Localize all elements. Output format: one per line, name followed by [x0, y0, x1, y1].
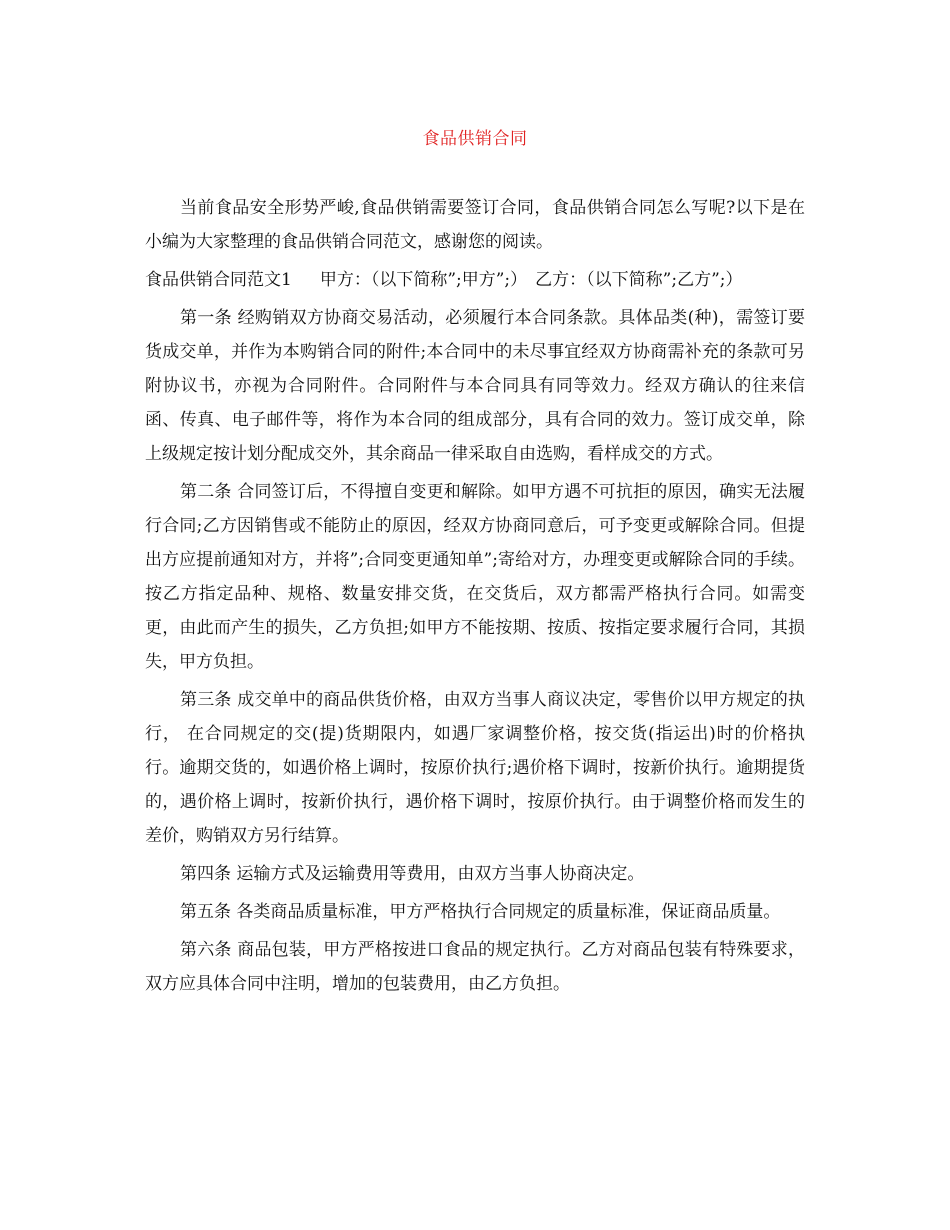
article-2: 第二条 合同签订后，不得擅自变更和解除。如甲方遇不可抗拒的原因，确实无法履行合同;乙方因销售或不能防止的原因，经双方协商同意后，可予变更或解除合同。但提出方应提前通知对方，并将”;合同变更通知单”;寄给对方，办理变更或解除合同的手续。按乙方指定品种、规格、数量安排交货，在交货后，双方都需严格执行合同。如需变更，由此而产生的损失，乙方负担;如甲方不能按期、按质、按指定要求履行合同，其损失，甲方负担。 [145, 482, 805, 672]
document-body [145, 191, 805, 1005]
article-1: 第一条 经购销双方协商交易活动，必须履行本合同条款。具体品类(种)，需签订要货成交单，并作为本购销合同的附件;本合同中的未尽事宜经双方协商需补充的条款可另附协议书，亦视为合同附件。合同附件与本合同具有同等效力。经双方确认的往来信函、传真、电子邮件等，将作为本合同的组成部分，具有合同的效力。签订成交单，除上级规定按计划分配成交外，其余商品一律采取自由选购，看样成交的方式。 [145, 308, 805, 464]
party-b-line: 乙方：（以下简称”;乙方”;） [535, 270, 743, 290]
intro-paragraph: 当前食品安全形势严峻,食品供销需要签订合同，食品供销合同怎么写呢?以下是在小编为大家整理的食品供销合同范文，感谢您的阅读。 [145, 198, 805, 252]
sample-heading: 食品供销合同范文1 [145, 270, 292, 290]
party-a-line: 甲方：（以下简称”;甲方”;） [319, 270, 528, 290]
document-title: 食品供销合同 [422, 129, 528, 149]
article-5: 第五条 各类商品质量标准，甲方严格执行合同规定的质量标准，保证商品质量。 [180, 902, 781, 922]
article-3: 第三条 成交单中的商品供货价格，由双方当事人商议决定，零售价以甲方规定的执行， 在合同规定的交(提)货期限内，如遇厂家调整价格，按交货(指运出)时的价格执行。逾期交货的，如遇价格上调时，按原价执行;遇价格下调时，按新价执行。逾期提货的，遇价格上调时，按新价执行，遇价格下调时，按原价执行。由于调整价格而发生的差价，购销双方另行结算。 [145, 690, 805, 846]
sample-heading-line [145, 263, 805, 297]
article-6: 第六条 商品包装，甲方严格按进口食品的规定执行。乙方对商品包装有特殊要求，双方应具体合同中注明，增加的包装费用，由乙方负担。 [145, 940, 805, 994]
article-4: 第四条 运输方式及运输费用等费用，由双方当事人协商决定。 [180, 864, 645, 884]
